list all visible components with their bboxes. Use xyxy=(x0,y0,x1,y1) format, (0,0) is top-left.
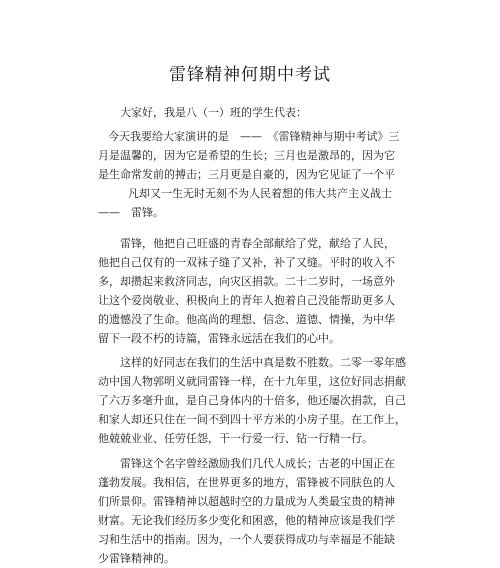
text-line: 动中国人物郭明义就同雷锋一样，在十九年里，这位好同志捐献 xyxy=(98,375,406,388)
paragraph-intro xyxy=(98,127,408,222)
text-line: 今天我要给大家演讲的是 —— 《雷锋精神与期中考试》三 xyxy=(108,130,400,143)
text-line: 财富。无论我们经历多少变化和困惑，他的精神应该是我们学 xyxy=(98,514,395,527)
text-line: 们所景仰。雷锋精神以超越时空的力量成为人类最宝贵的精神 xyxy=(98,495,395,508)
text-line: 雷锋，他把自己旺盛的青春全部献给了党，献给了人民， xyxy=(120,237,395,250)
text-line: 凡却又一生无时无刻不为人民着想的伟大共产主义战士 xyxy=(128,187,392,200)
text-line: 蓬勃发展。我相信，在世界更多的地方，雷锋被不同肤色的人 xyxy=(98,476,395,489)
text-line: 这样的好同志在我们的生活中真是数不胜数。二零一零年感 xyxy=(120,356,406,369)
text-line: 他兢兢业业、任劳任怨，干一行爱一行、钻一行精一行。 xyxy=(98,432,373,445)
text-line: 和家人却还只住在一间不到四十平方米的小房子里。在工作上， xyxy=(98,413,406,426)
text-line: 大家好，我是八（一）班的学生代表： xyxy=(120,106,307,119)
paragraph-guo-mingyi xyxy=(98,353,408,448)
text-line: 他把自己仅有的一双袜子缝了又补，补了又缝。平时的收入不 xyxy=(98,256,395,269)
text-line: 的遗憾没了生命。他高尚的理想、信念、道德、情操，为中华 xyxy=(98,313,395,326)
text-line: 月是温馨的，因为它是希望的生长；三月也是激昂的，因为它 xyxy=(98,149,395,162)
text-line: 是生命常发前的搏击；三月更是自豪的，因为它见证了一个平 xyxy=(98,168,395,181)
text-line: 雷锋这个名字曾经激励我们几代人成长；古老的中国正在 xyxy=(120,457,395,470)
paragraph-leifeng xyxy=(98,234,408,348)
paragraph-greeting xyxy=(120,103,430,122)
text-line: 少雷锋精神的。 xyxy=(98,552,175,565)
text-line: 习和生活中的指南。因为，一个人要获得成功与幸福是不能缺 xyxy=(98,533,395,546)
paragraph-spirit xyxy=(98,454,408,568)
text-line: 多，却攒起来救济同志，向灾区捐款。二十二岁时，一场意外 xyxy=(98,275,395,288)
text-line: 让这个爱岗敬业、积极向上的青年人抱着自己没能帮助更多人 xyxy=(98,294,395,307)
text-line: 留下一段不朽的诗篇，雷锋永远活在我们的心中。 xyxy=(98,332,340,345)
page-title: 雷锋精神何期中考试 xyxy=(169,65,331,85)
text-line: 了六万多毫升血，是自己身体内的十倍多，他还屡次捐款，自己 xyxy=(98,394,406,407)
text-line: —— 雷锋。 xyxy=(98,206,164,219)
